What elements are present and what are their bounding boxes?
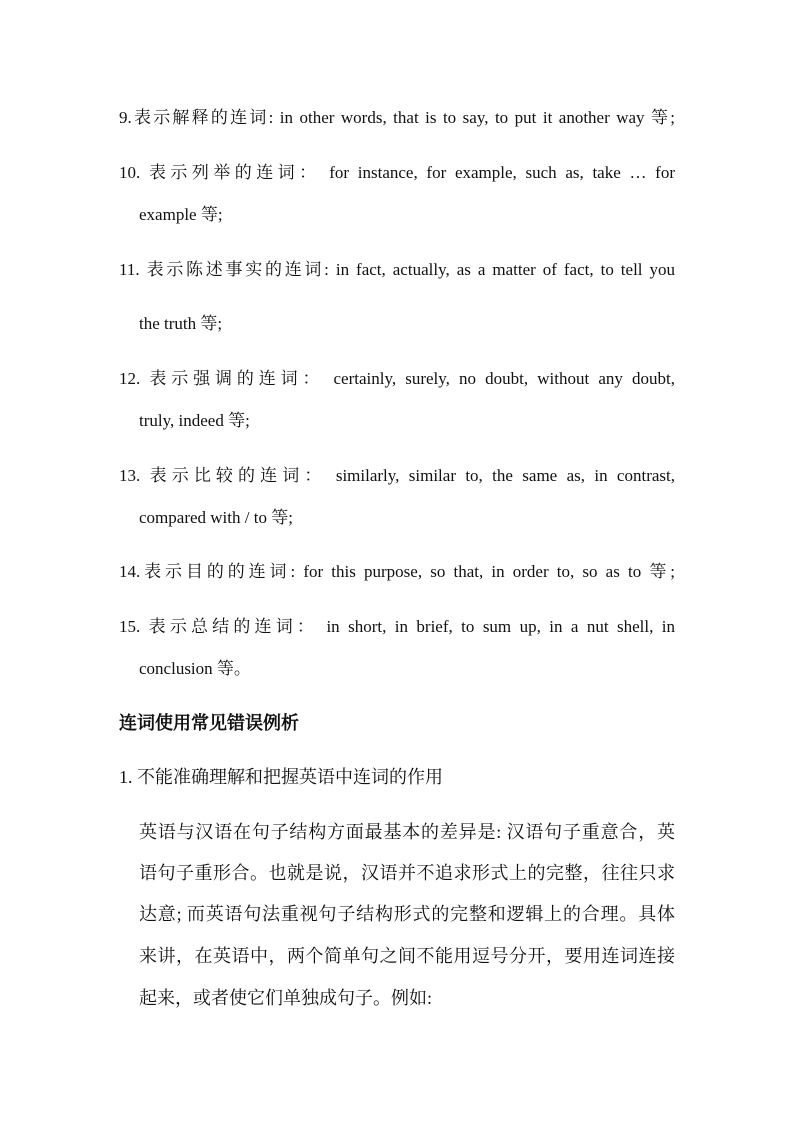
item-13-line-1: 13. 表示比较的连词： similarly, similar to, the same as, in contrast, bbox=[119, 466, 675, 485]
section-heading: 连词使用常见错误例析 bbox=[119, 713, 299, 733]
item-10-line-1: 10. 表示列举的连词： for instance, for example, such as, take … for bbox=[119, 163, 675, 182]
paragraph-line-4: 来讲，在英语中，两个简单句之间不能用逗号分开，要用连词连接 bbox=[139, 946, 675, 966]
paragraph-line-2: 语句子重形合。也就是说，汉语并不追求形式上的完整，往往只求 bbox=[139, 863, 675, 883]
item-11-line-1: 11. 表示陈述事实的连词: in fact, actually, as a matter of fact, to tell you bbox=[119, 260, 675, 279]
item-12-line-1: 12. 表示强调的连词： certainly, surely, no doubt, without any doubt, bbox=[119, 369, 675, 388]
item-14-line-1: 14.表示目的的连词: for this purpose, so that, in order to, so as to 等; bbox=[119, 562, 675, 581]
item-10-line-2: example 等; bbox=[139, 205, 223, 224]
item-9-line-1: 9.表示解释的连词: in other words, that is to say, to put it another way 等; bbox=[119, 108, 675, 127]
paragraph-line-1: 英语与汉语在句子结构方面最基本的差异是: 汉语句子重意合，英 bbox=[139, 822, 675, 842]
item-15-line-1: 15. 表示总结的连词： in short, in brief, to sum up, in a nut shell, in bbox=[119, 617, 675, 636]
paragraph-line-5: 起来，或者使它们单独成句子。例如: bbox=[139, 988, 432, 1008]
subheading: 1. 不能准确理解和把握英语中连词的作用 bbox=[119, 767, 443, 787]
item-13-line-2: compared with / to 等; bbox=[139, 508, 293, 527]
item-15-line-2: conclusion 等。 bbox=[139, 659, 251, 678]
item-12-line-2: truly, indeed 等; bbox=[139, 411, 250, 430]
item-11-line-2: the truth 等; bbox=[139, 314, 223, 333]
paragraph-line-3: 达意; 而英语句法重视句子结构形式的完整和逻辑上的合理。具体 bbox=[139, 904, 675, 924]
